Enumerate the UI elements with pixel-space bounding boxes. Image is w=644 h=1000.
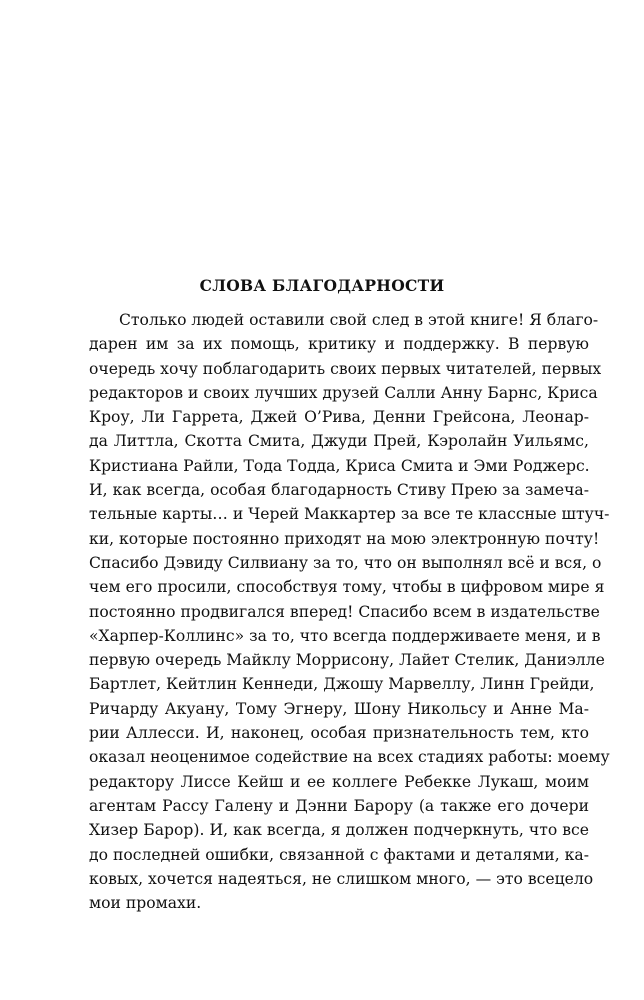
text-line: тельные карты… и Черей Маккартер за все те классные штуч- bbox=[89, 505, 610, 524]
text-line: Хизер Барор). И, как всегда, я должен подчеркнуть, что все bbox=[89, 821, 589, 840]
text-line: мои промахи. bbox=[89, 894, 202, 913]
text-line: редакторов и своих лучших друзей Салли Анну Барнс, Криса bbox=[89, 383, 598, 402]
page-title: СЛОВА БЛАГОДАРНОСТИ bbox=[199, 276, 445, 295]
text-line: Бартлет, Кейтлин Кеннеди, Джошу Марвеллу, Линн Грейди, bbox=[89, 675, 595, 694]
text-line: оказал неоценимое содействие на всех стадиях работы: моему bbox=[89, 748, 610, 767]
text-line: агентам Рассу Галену и Дэнни Барору (а также его дочери bbox=[89, 796, 589, 815]
text-line: очередь хочу поблагодарить своих первых читателей, первых bbox=[89, 359, 602, 378]
text-line: Кроу, Ли Гаррета, Джей О’Рива, Денни Грейсона, Леонар- bbox=[89, 408, 589, 427]
text-line: чем его просили, способствуя тому, чтобы в цифровом мире я bbox=[89, 578, 605, 597]
text-line: Ричарду Акуану, Тому Эгнеру, Шону Никольсу и Анне Ма- bbox=[89, 699, 589, 718]
text-line: первую очередь Майклу Моррисону, Лайет Стелик, Даниэлле bbox=[89, 651, 605, 670]
text-line: редактору Лиссе Кейш и ее коллеге Ребекке Лукаш, моим bbox=[89, 772, 589, 791]
text-line: ковых, хочется надеяться, не слишком много, — это всецело bbox=[89, 869, 594, 888]
text-line: ки, которые постоянно приходят на мою электронную почту! bbox=[89, 529, 600, 548]
text-line: Кристиана Райли, Тода Тодда, Криса Смита и Эми Роджерс. bbox=[89, 456, 590, 475]
text-line: Спасибо Дэвиду Силвиану за то, что он выполнял всё и вся, о bbox=[89, 553, 602, 572]
text-line: И, как всегда, особая благодарность Стиву Прею за замеча- bbox=[89, 481, 589, 500]
text-line: рии Аллесси. И, наконец, особая признательность тем, кто bbox=[89, 724, 589, 743]
text-line: дарен им за их помощь, критику и поддержку. В первую bbox=[89, 335, 589, 354]
text-line: до последней ошибки, связанной с фактами и деталями, ка- bbox=[89, 845, 589, 864]
text-line: постоянно продвигался вперед! Спасибо всем в издательстве bbox=[89, 602, 600, 621]
text-line: да Литтла, Скотта Смита, Джуди Прей, Кэролайн Уильямс, bbox=[89, 432, 589, 451]
acknowledgements-paragraph bbox=[89, 308, 610, 915]
text-line: Столько людей оставили свой след в этой книге! Я благо- bbox=[119, 311, 599, 329]
text-line: «Харпер-Коллинс» за то, что всегда поддерживаете меня, и в bbox=[89, 626, 601, 645]
